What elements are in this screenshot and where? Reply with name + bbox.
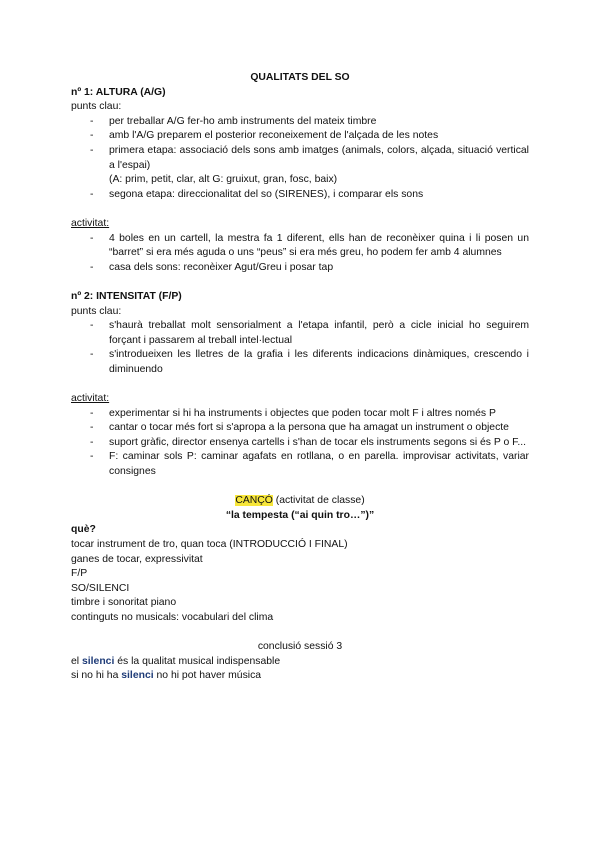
section-song [71,494,529,625]
list-item: - F: caminar sols P: caminar agafats en rotllana, o en parella. improvisar activitats, variar consignes [71,450,529,479]
conclusion-text: és la qualitat musical indispensable [114,655,281,667]
song-line: ganes de tocar, expressivitat [71,553,203,565]
list-item: - s'introdueixen les lletres de la grafia i les diferents indicacions dinàmiques, crescendo i diminuendo [71,348,529,377]
document-body [71,71,529,684]
conclusion-text: no hi pot haver música [153,670,262,682]
section-altura [71,86,529,276]
list-item: - suport gràfic, director ensenya cartells i s'han de tocar els instruments segons si és P o F... [71,436,529,451]
song-label-suffix: (activitat de classe) [272,495,365,507]
section-conclusion [71,640,529,684]
section-1-heading: nº 1: ALTURA (A/G) [71,86,166,98]
section-intensitat [71,290,529,480]
section-2-intro: punts clau: [71,305,122,317]
song-line: timbre i sonoritat piano [71,597,177,609]
section-1-points [71,115,529,203]
list-item: - segona etapa: direccionalitat del so (SIRENES), i comparar els sons [71,188,529,203]
spacer [71,202,529,217]
conclusion-text: el [71,655,82,667]
song-title: “la tempesta (“ai quin tro…”)” [225,509,375,521]
section-1-activities [71,232,529,276]
song-label: CANÇÓ [235,495,273,507]
spacer [71,377,529,392]
list-item-subnote: (A: prim, petit, clar, alt G: gruixut, gran, fosc, baix) [109,174,338,186]
section-1-activity-label: activitat: [71,217,110,229]
conclusion-text: si no hi ha [71,670,122,682]
conclusion-line-2 [71,669,529,684]
conclusion-line-1 [71,655,529,670]
list-item-text: primera etapa: associació dels sons amb imatges (animals, colors, alçada, situació vertical a l'espai) [109,144,529,171]
list-item: - amb l'A/G preparem el posterior reconeixement de l'alçada de les notes [71,129,529,144]
section-2-activities [71,407,529,480]
list-item: - casa dels sons: reconèixer Agut/Greu i posar tap [71,261,529,276]
song-que-label: què? [71,524,96,536]
song-line: tocar instrument de tro, quan toca (INTRODUCCIÓ I FINAL) [71,539,348,550]
list-item: - per treballar A/G fer-ho amb instruments del mateix timbre [71,115,529,130]
song-line: SO/SILENCI [71,582,130,594]
song-line: F/P [71,568,88,580]
spacer [71,626,529,641]
section-2-heading: nº 2: INTENSITAT (F/P) [71,290,182,302]
list-item [71,144,529,188]
spacer [71,480,529,495]
keyword-silenci: silenci [81,655,115,667]
conclusion-title: conclusió sessió 3 [257,641,343,653]
spacer [71,275,529,290]
list-item: - cantar o tocar més fort si s'apropa a la persona que ha amagat un instrument o objecte [71,421,529,436]
list-item: - s'haurà treballat molt sensorialment a l'etapa infantil, però a cicle inicial ho seguirem forçant i passarem al treball intel·lectual [71,319,529,348]
document-title: QUALITATS DEL SO [250,72,350,83]
list-item: - experimentar si hi ha instruments i objectes que poden tocar molt F i altres només P [71,407,529,422]
section-1-intro: punts clau: [71,101,122,113]
song-label-line [71,494,529,509]
list-item: - 4 boles en un cartell, la mestra fa 1 diferent, ells han de reconèixer quina i li posen un “barret” si era més aguda o uns “peus” si era més greu, ho podem fer amb 4 alumnes [71,232,529,261]
section-2-activity-label: activitat: [71,393,110,405]
song-line: continguts no musicals: vocabulari del clima [71,611,274,623]
keyword-silenci: silenci [121,670,154,682]
section-2-points [71,319,529,377]
